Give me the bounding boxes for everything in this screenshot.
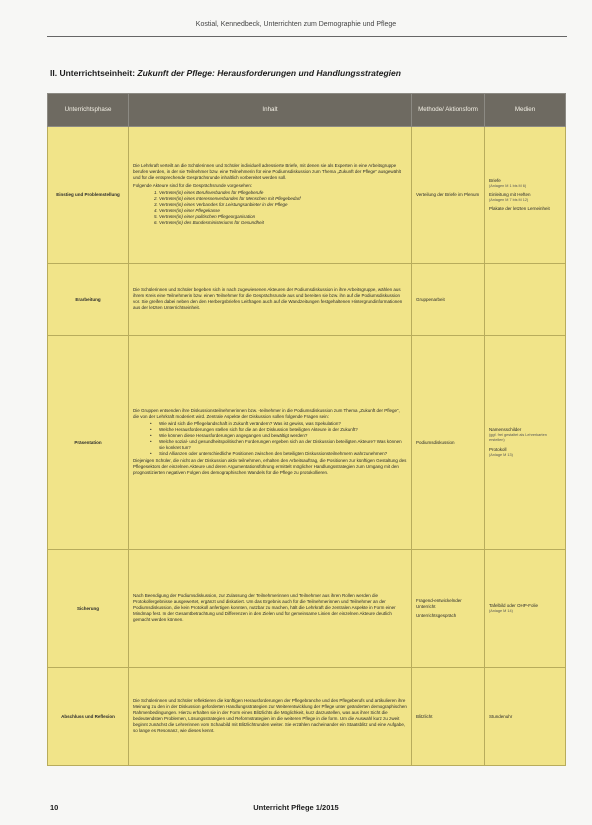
content-cell [129,127,412,264]
list-item: 1. Vertreter(in) eines Berufsverbandes für Pflegeberufe [159,190,407,196]
journal-title: Unterricht Pflege 1/2015 [253,803,339,812]
content-cell [129,550,412,668]
media-cell [485,550,566,668]
method-cell: Blitzlicht [412,668,485,766]
table-row [48,264,566,336]
media-item: Briefe [489,177,501,183]
content-cell [129,668,412,766]
method-cell: Podiumsdiskussion [412,336,485,550]
content-paragraph: Die Gruppen entsenden ihre Diskussionsteilnehmerinnen bzw. -teilnehmer in die Podiumsdiskussion zum Thema „Zukunft der Pflege“, die von der Lehrkraft moderiert wird. Zentrale Aspekte der Diskussion sollen folgende Fragen sein: [133,407,400,419]
media-cell [485,264,566,336]
content-paragraph: Nach Beendigung der Podiumsdiskussion, zur Zulassung der Teilnehmerinnen und Teilnehmer aus ihren Rollen werden die Protokollergebnisse ausgewertet, ergänzt und diskutiert. Um das Ergebnis auch für die Teilnehmerinnen und Teilnehmer an der Podiumsdiskussion, die kein Protokoll anfertigen konnten, nutzbar zu machen, hält die Lehrkraft die zentralen Aspekte in Form einer Mindmap fest. In der Gesamtbetrachtung und Differenzen in den Zielen und für gemeinsame Linien der einzelnen Akteure deutlich gemacht werden können. [133,592,396,622]
actor-list [133,190,407,226]
section-heading [50,68,401,78]
content-cell [129,336,412,550]
phase-cell: Abschluss und Reflexion [48,668,129,766]
media-note: (Anlage M 14) [489,608,513,613]
running-head: Kostial, Kennedbeck, Unterrichten zum Demographie und Pflege [195,21,397,28]
content-cell [129,264,412,336]
method-item: Fragend-entwickelnder Unterricht [416,598,462,609]
media-note: (Anlage M 13) [489,452,513,457]
media-cell [485,127,566,264]
media-item: Tafelbild oder OHP-Folie [489,602,539,608]
header-rule [47,36,567,37]
media-note: (Anlagen M 7 bis M 12) [489,197,529,202]
question-list [133,421,407,457]
media-item: Namensschilder [489,427,522,433]
table-row [48,550,566,668]
table-row [48,668,566,766]
media-item: Protokoll [489,446,507,452]
method-cell [412,550,485,668]
method-cell: Verteilung der Briefe im Plenum [412,127,485,264]
media-cell [485,336,566,550]
header-phase: Unterrichtsphase [48,94,129,127]
lesson-plan-table [47,93,566,766]
content-paragraph: Diejenigen Schüler, die nicht an der Diskussion aktiv teilnehmen, erhalten den Arbeitsauftrag, die Positionen zur künftigen Gestaltung des Pflegesektors der einzelnen Akteure und deren Argumentationsführung ermittelt möglicher Handlungsstrategien zum Umgang mit den prognostizierten negativen Folgen des demographischen Wandels für die Pflege zu protokollieren. [133,457,407,475]
content-paragraph: Die Schülerinnen und Schüler reflektieren die künftigen Herausforderungen der Pflegebranche und des Pflegeberufs und artikulieren ihre Meinung zu den in der Diskussion geforderten Handlungsstrategien zur Weiterentwicklung der Pflege unter geänderten demographischen Rahmenbedingungen. Hierzu erhalten sie in der Form eines Blitzlichts die Möglichkeit, kurz darzustellen, was aus ihrer Sicht die bedeutendsten Problemen, Lösungsstrategien und Reformstrategien im die weiteren Pflege in die form. Um die Auswahl kurz zu zweit beginnt zunächst die Lehrerinnen vom Schaubild mit Blitzlichtrunden weiter. Sie erzählen nacheinander ein Staatsblitz und eine Aufgabe, so lange es Resonanz, wie dieses kennt. [133,697,407,733]
content-paragraph: Die Lehrkraft verteilt an die Schülerinnen und Schüler individuell adressierte Briefe, mit denen sie als Experten in eine Arbeitsgruppe berufen werden, in der sie Teilnehmer bzw. eine Teilnehmerin für eine Podiumsdiskussion zum Thema „Zukunft der Pflege“ ausgewählt und für die entsprechende Gesprächsrunde inhaltlich vorbereitet werden soll. [133,163,401,181]
list-item: • Sind Allianzen oder unterschiedliche Positionen zwischen den beteiligten Diskussionsteilnehmern wahrzunehmen? [159,451,407,457]
list-item: 6. Vertreter(in) des Bundesministeriums für Gesundheit [159,220,407,226]
media-item: Einleitung mit Heften [489,192,531,197]
media-note: (ggf. frei gestaltet als Lehrerkarten erstellen) [489,433,547,443]
table-row [48,336,566,550]
list-item: 4. Vertreter(in) einer Pflegekasse [159,208,407,214]
list-item: 5. Vertreter(in) einer politischen Pflegeorganisation [159,214,407,220]
header-method: Methode/ Aktionsform [412,94,485,127]
method-item: Unterrichtsgespräch [416,612,457,618]
phase-cell: Präsentation [48,336,129,550]
list-item: 3. Vertreter(in) eines Verbandes für Leistungsanbieter in der Pflege [159,202,407,208]
header-media: Medien [485,94,566,127]
table-header-row [48,94,566,127]
media-note: (Anlagen M 1 bis M 6) [489,183,527,188]
list-item: • Wie wird sich die Pflegelandschaft in Zukunft verändern? Was ist gewiss, was Spekulation? [159,421,407,427]
list-item: 2. Vertreter(in) eines Interessenverbandes für Menschen mit Pflegebedarf [159,196,407,202]
media-item: Stundenuhr [489,713,513,719]
phase-cell: Erarbeitung [48,264,129,336]
phase-cell: Einstieg und Problemstellung [48,127,129,264]
heading-title: Zukunft der Pflege: Herausforderungen und Handlungsstrategien [137,68,401,78]
heading-number: II. [50,68,58,78]
content-paragraph: Die Schülerinnen und Schüler begeben sich in nach zugewiesenen Akteuren der Podiumsdiskussion in ihre Arbeitsgruppe, wählen aus ihrem Kreis eine Teilnehmerin bzw. einen Teilnehmer für die Gesprächsrunde aus und bereiten sie bzw. ihn auf die Podiumsdiskussion vor. Sie greifen dabei neben den den Herbergsbriefen Leitfragen auch auf die Wandzeitungen festgehaltenen Hintergrundinformationen aus der letzten Unterrichtseinheit. [133,286,403,310]
table-row [48,127,566,264]
media-item: Plakate der letzten Lerneinheit [489,206,550,212]
phase-cell: Sicherung [48,550,129,668]
list-item: • Welche sozial- und gesundheitspolitischen Forderungen ergeben sich an der Diskussion beteiligten Akteure? Was können sie konkret tun? [159,439,407,451]
page-number: 10 [50,803,59,812]
header-content: Inhalt [129,94,412,127]
content-paragraph: Folgende Akteure sind für die Gesprächsrunde vorgesehen: [133,182,253,188]
heading-label: Unterrichtseinheit: [59,68,136,78]
list-item: • Welche Herausforderungen stellen sich für die an der Diskussion beteiligten Akteure in der Zukunft? [159,427,407,433]
method-cell: Gruppenarbeit [412,264,485,336]
list-item: • Wie können diese Herausforderungen angegangen und bewältigt werden? [159,433,407,439]
media-cell [485,668,566,766]
